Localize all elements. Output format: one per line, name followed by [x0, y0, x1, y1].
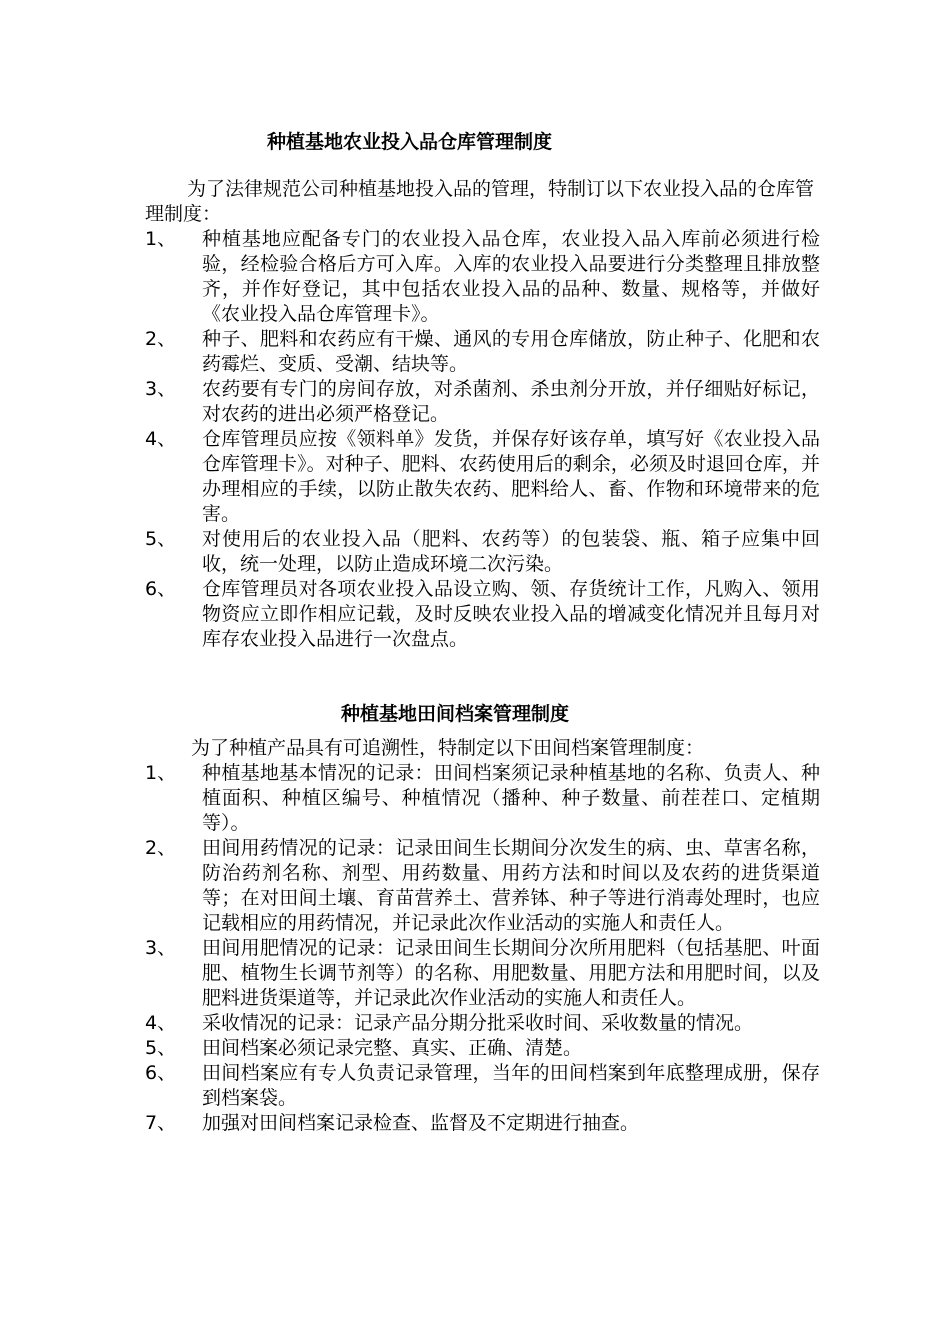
- item-text: 仓库管理员对各项农业投入品设立购、领、存货统计工作，凡购入、领用物资应立即作相应记载，及时反映农业投入品的增减变化情况并且每月对库存农业投入品进行一次盘点。: [202, 578, 820, 650]
- list-item: [145, 527, 820, 577]
- section-title: 种植基地田间档案管理制度: [341, 703, 570, 725]
- item-number: 4、: [145, 1012, 177, 1034]
- section-intro: 为了种植产品具有可追溯性，特制定以下田间档案管理制度：: [191, 737, 705, 759]
- item-number: 5、: [145, 1037, 177, 1059]
- item-number: 7、: [145, 1112, 177, 1134]
- item-number: 3、: [145, 378, 177, 400]
- item-text: 对使用后的农业投入品（肥料、农药等）的包装袋、瓶、箱子应集中回收，统一处理，以防止造成环境二次污染。: [202, 528, 820, 575]
- list-item: [145, 227, 820, 327]
- item-number: 6、: [145, 578, 177, 600]
- section-title: 种植基地农业投入品仓库管理制度: [267, 131, 553, 153]
- list-item: [145, 327, 820, 377]
- item-text: 仓库管理员应按《领料单》发货，并保存好该存单，填写好《农业投入品仓库管理卡》。对种子、肥料、农药使用后的剩余，必须及时退回仓库，并办理相应的手续，以防止散失农药、肥料给人、畜、作物和环境带来的危害。: [202, 428, 820, 525]
- list-item: [145, 427, 820, 527]
- item-number: 4、: [145, 428, 177, 450]
- item-number: 5、: [145, 528, 177, 550]
- item-number: 6、: [145, 1062, 177, 1084]
- item-text: 种子、肥料和农药应有干燥、通风的专用仓库储放，防止种子、化肥和农药霉烂、变质、受潮、结块等。: [202, 328, 820, 375]
- rule-list: [145, 761, 820, 1136]
- item-text: 田间档案应有专人负责记录管理，当年的田间档案到年底整理成册，保存到档案袋。: [202, 1062, 820, 1109]
- list-item: [145, 1061, 820, 1111]
- item-text: 田间用药情况的记录：记录田间生长期间分次发生的病、虫、草害名称，防治药剂名称、剂型、用药数量、用药方法和时间以及农药的进货渠道等；在对田间土壤、育苗营养土、营养钵、种子等进行消毒处理时，也应记载相应的用药情况，并记录此次作业活动的实施人和责任人。: [202, 837, 820, 934]
- item-text: 采收情况的记录：记录产品分期分批采收时间、采收数量的情况。: [202, 1012, 754, 1034]
- list-item: [145, 577, 820, 652]
- list-item: [145, 377, 820, 427]
- rule-list: [145, 227, 820, 652]
- item-number: 1、: [145, 762, 177, 784]
- list-item: [145, 1111, 820, 1136]
- section-intro: 为了法律规范公司种植基地投入品的管理，特制订以下农业投入品的仓库管理制度：: [145, 178, 815, 225]
- item-number: 3、: [145, 937, 177, 959]
- item-text: 田间档案必须记录完整、真实、正确、清楚。: [202, 1037, 583, 1059]
- item-text: 种植基地应配备专门的农业投入品仓库，农业投入品入库前必须进行检验，经检验合格后方可入库。入库的农业投入品要进行分类整理且排放整齐，并作好登记，其中包括农业投入品的品种、数量、规格等，并做好《农业投入品仓库管理卡》。: [202, 228, 820, 325]
- item-text: 种植基地基本情况的记录：田间档案须记录种植基地的名称、负责人、种植面积、种植区编号、种植情况（播种、种子数量、前茬茬口、定植期等）。: [202, 762, 820, 834]
- item-number: 1、: [145, 228, 177, 250]
- field-records-section: [145, 700, 820, 1136]
- list-item: [145, 836, 820, 936]
- item-number: 2、: [145, 328, 177, 350]
- list-item: [145, 761, 820, 836]
- warehouse-management-section: [145, 128, 820, 652]
- list-item: [145, 1011, 820, 1036]
- item-number: 2、: [145, 837, 177, 859]
- list-item: [145, 1036, 820, 1061]
- item-text: 田间用肥情况的记录：记录田间生长期间分次所用肥料（包括基肥、叶面肥、植物生长调节剂等）的名称、用肥数量、用肥方法和用肥时间，以及肥料进货渠道等，并记录此次作业活动的实施人和责任人。: [202, 937, 820, 1009]
- list-item: [145, 936, 820, 1011]
- item-text: 农药要有专门的房间存放，对杀菌剂、杀虫剂分开放，并仔细贴好标记，对农药的进出必须严格登记。: [202, 378, 820, 425]
- item-text: 加强对田间档案记录检查、监督及不定期进行抽查。: [202, 1112, 640, 1134]
